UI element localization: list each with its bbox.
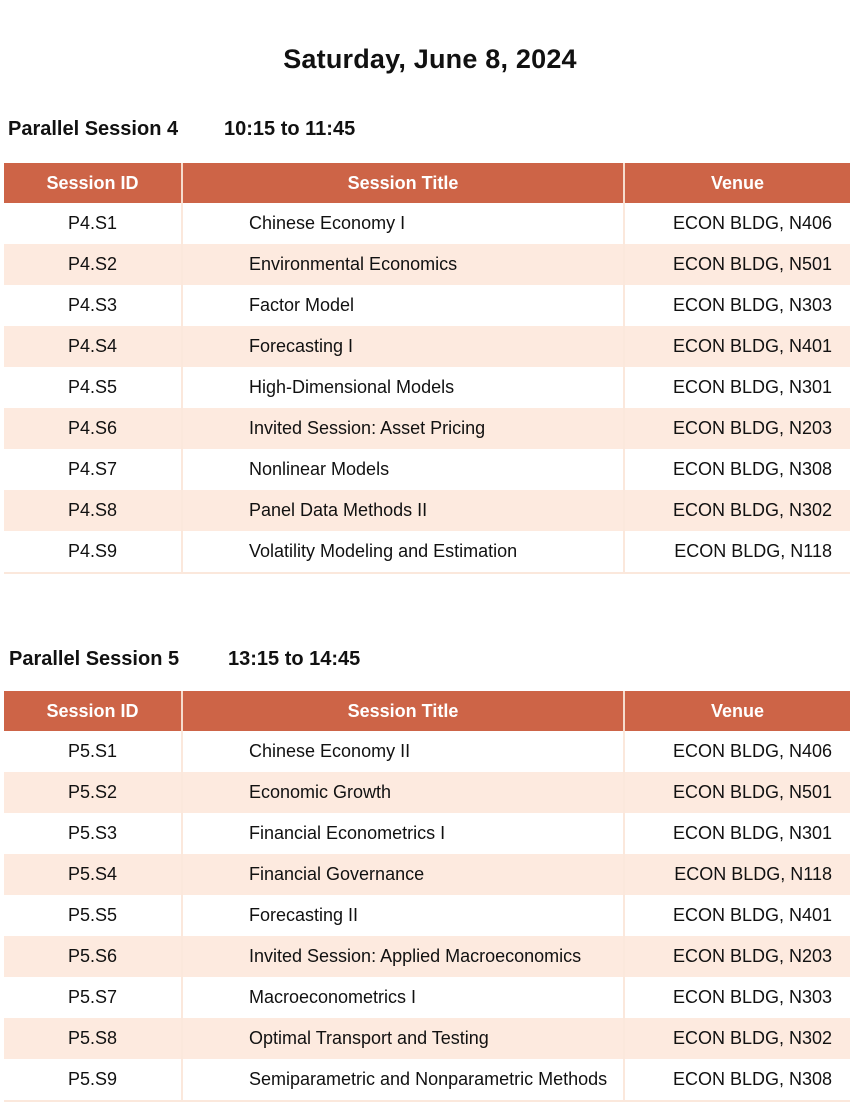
session-title-cell: Factor Model bbox=[182, 285, 624, 326]
session-title-cell: Financial Econometrics I bbox=[182, 813, 624, 854]
venue-cell: ECON BLDG, N406 bbox=[624, 203, 850, 244]
session-id-cell: P4.S5 bbox=[4, 367, 182, 408]
table-row bbox=[4, 367, 850, 408]
session-title-cell: Invited Session: Applied Macroeconomics bbox=[182, 936, 624, 977]
table-row bbox=[4, 326, 850, 367]
venue-cell: ECON BLDG, N501 bbox=[624, 772, 850, 813]
venue-cell: ECON BLDG, N303 bbox=[624, 285, 850, 326]
table-row bbox=[4, 490, 850, 531]
session-id-cell: P4.S6 bbox=[4, 408, 182, 449]
session-title-cell: Forecasting I bbox=[182, 326, 624, 367]
table-row bbox=[4, 854, 850, 895]
column-header-session-title: Session Title bbox=[182, 163, 624, 203]
session-title-cell: Macroeconometrics I bbox=[182, 977, 624, 1018]
session-id-cell: P4.S1 bbox=[4, 203, 182, 244]
table-row bbox=[4, 772, 850, 813]
session-title-cell: Optimal Transport and Testing bbox=[182, 1018, 624, 1059]
table-row bbox=[4, 531, 850, 573]
table-row bbox=[4, 1018, 850, 1059]
table-row bbox=[4, 285, 850, 326]
page-title: Saturday, June 8, 2024 bbox=[283, 44, 577, 74]
session-4-heading bbox=[8, 118, 355, 141]
table-row bbox=[4, 408, 850, 449]
column-header-session-id: Session ID bbox=[4, 163, 182, 203]
venue-cell: ECON BLDG, N308 bbox=[624, 1059, 850, 1101]
session-id-cell: P4.S8 bbox=[4, 490, 182, 531]
venue-cell: ECON BLDG, N301 bbox=[624, 367, 850, 408]
venue-cell: ECON BLDG, N401 bbox=[624, 326, 850, 367]
session-id-cell: P5.S6 bbox=[4, 936, 182, 977]
session-label: Parallel Session 4 bbox=[8, 118, 179, 140]
session-id-cell: P5.S7 bbox=[4, 977, 182, 1018]
session-title-cell: Financial Governance bbox=[182, 854, 624, 895]
session-id-cell: P5.S4 bbox=[4, 854, 182, 895]
session-title-cell: Economic Growth bbox=[182, 772, 624, 813]
table-row bbox=[4, 731, 850, 772]
session-4-table bbox=[4, 163, 850, 574]
venue-cell: ECON BLDG, N303 bbox=[624, 977, 850, 1018]
session-id-cell: P5.S9 bbox=[4, 1059, 182, 1101]
table-row bbox=[4, 203, 850, 244]
column-header-session-id: Session ID bbox=[4, 691, 182, 731]
table-row bbox=[4, 936, 850, 977]
session-id-cell: P5.S2 bbox=[4, 772, 182, 813]
venue-cell: ECON BLDG, N118 bbox=[624, 854, 850, 895]
session-title-cell: Nonlinear Models bbox=[182, 449, 624, 490]
venue-cell: ECON BLDG, N501 bbox=[624, 244, 850, 285]
venue-cell: ECON BLDG, N118 bbox=[624, 531, 850, 573]
venue-cell: ECON BLDG, N203 bbox=[624, 408, 850, 449]
session-id-cell: P4.S4 bbox=[4, 326, 182, 367]
session-id-cell: P4.S9 bbox=[4, 531, 182, 573]
venue-cell: ECON BLDG, N401 bbox=[624, 895, 850, 936]
table-row bbox=[4, 449, 850, 490]
column-header-venue: Venue bbox=[624, 691, 850, 731]
session-id-cell: P4.S7 bbox=[4, 449, 182, 490]
session-title-cell: Chinese Economy I bbox=[182, 203, 624, 244]
session-time: 10:15 to 11:45 bbox=[224, 118, 356, 140]
session-time: 13:15 to 14:45 bbox=[228, 648, 361, 670]
column-header-session-title: Session Title bbox=[182, 691, 624, 731]
session-title-cell: Panel Data Methods II bbox=[182, 490, 624, 531]
session-title-cell: Volatility Modeling and Estimation bbox=[182, 531, 624, 573]
column-header-venue: Venue bbox=[624, 163, 850, 203]
session-title-cell: Forecasting II bbox=[182, 895, 624, 936]
session-id-cell: P5.S5 bbox=[4, 895, 182, 936]
venue-cell: ECON BLDG, N302 bbox=[624, 1018, 850, 1059]
session-title-cell: Invited Session: Asset Pricing bbox=[182, 408, 624, 449]
session-5-table bbox=[4, 691, 850, 1102]
venue-cell: ECON BLDG, N301 bbox=[624, 813, 850, 854]
session-rows bbox=[4, 731, 850, 1101]
table-row bbox=[4, 895, 850, 936]
session-title-cell: Environmental Economics bbox=[182, 244, 624, 285]
session-id-cell: P4.S3 bbox=[4, 285, 182, 326]
venue-cell: ECON BLDG, N406 bbox=[624, 731, 850, 772]
session-5-heading bbox=[9, 648, 360, 671]
table-header-row bbox=[4, 691, 850, 731]
session-id-cell: P5.S8 bbox=[4, 1018, 182, 1059]
table-row bbox=[4, 1059, 850, 1101]
session-title-cell: Semiparametric and Nonparametric Methods bbox=[182, 1059, 624, 1101]
session-id-cell: P4.S2 bbox=[4, 244, 182, 285]
session-rows bbox=[4, 203, 850, 573]
venue-cell: ECON BLDG, N308 bbox=[624, 449, 850, 490]
session-id-cell: P5.S3 bbox=[4, 813, 182, 854]
table-row bbox=[4, 977, 850, 1018]
table-header-row bbox=[4, 163, 850, 203]
venue-cell: ECON BLDG, N302 bbox=[624, 490, 850, 531]
venue-cell: ECON BLDG, N203 bbox=[624, 936, 850, 977]
table-row bbox=[4, 813, 850, 854]
session-title-cell: Chinese Economy II bbox=[182, 731, 624, 772]
session-title-cell: High-Dimensional Models bbox=[182, 367, 624, 408]
session-label: Parallel Session 5 bbox=[9, 648, 180, 670]
session-id-cell: P5.S1 bbox=[4, 731, 182, 772]
table-row bbox=[4, 244, 850, 285]
